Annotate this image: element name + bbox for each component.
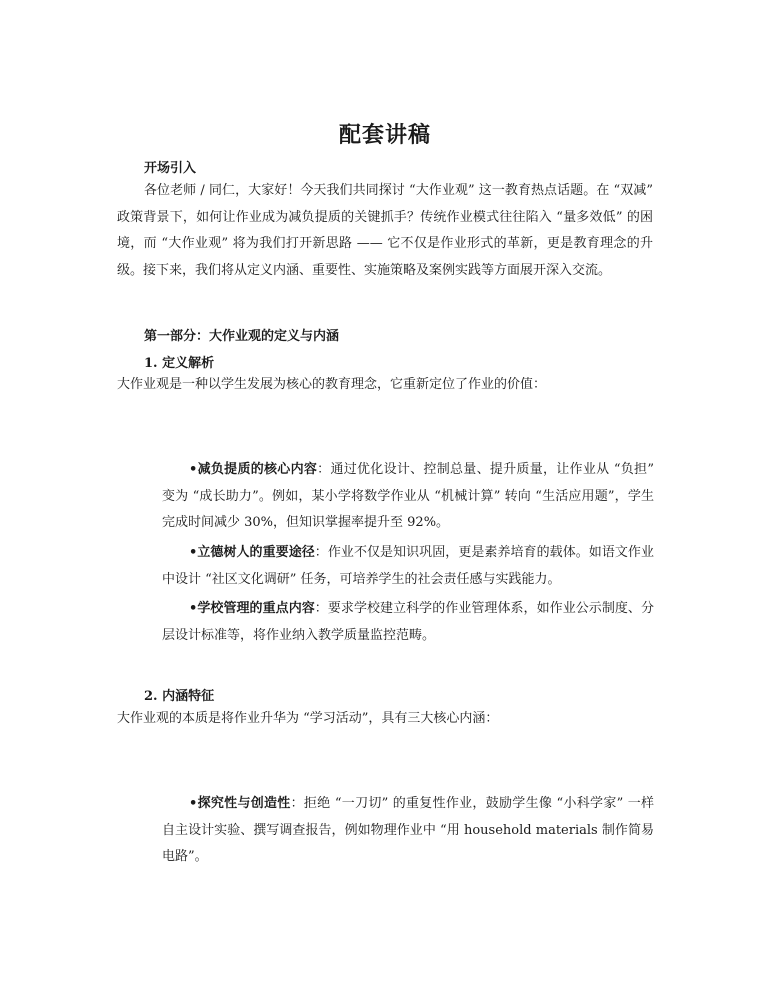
sec1-text: 大作业观是一种以学生发展为核心的教育理念，它重新定位了作业的价值： (117, 377, 547, 392)
intro-paragraph: 各位老师 / 同仁，大家好！今天我们共同探讨 “大作业观” 这一教育热点话题。在 “双减” 政策背景下，如何让作业成为减负提质的关键抓手？传统作业模式往往陷入 “量多效低” 的困境，而 “大作业观” 将为我们打开新思路 —— 它不仅是作业形式的革新，更是教育理念的升级。接下来，我们将从定义内涵、重要性、实施策略及案例实践等方面展开深入交流。 (117, 183, 653, 278)
bullet-text: ：要求学校建立科学的作业管理体系，如作业公示制度、分层设计标准等，将作业纳入教学质量监控范畴。 (162, 601, 654, 643)
bullet-dot-icon: • (189, 545, 198, 560)
bullet-label: 探究性与创造性 (197, 796, 291, 811)
bullet-text: ：作业不仅是知识巩固，更是素养培育的载体。如语文作业中设计 “社区文化调研” 任务，可培养学生的社会责任感与实践能力。 (162, 545, 654, 587)
sec1-heading: 1. 定义解析 (144, 356, 215, 371)
sec2-heading: 2. 内涵特征 (144, 689, 215, 704)
part1-heading: 第一部分：大作业观的定义与内涵 (144, 329, 340, 344)
bullet-dot-icon: • (189, 796, 198, 811)
bullet-label: 学校管理的重点内容 (197, 601, 315, 616)
bullet-item (162, 596, 654, 649)
sec2-text: 大作业观的本质是将作业升华为 “学习活动”，具有三大核心内涵： (117, 711, 499, 726)
bullet-dot-icon: • (189, 601, 198, 616)
bullet-item (162, 540, 654, 593)
bullet-label: 减负提质的核心内容 (197, 462, 318, 477)
bullet-text: ：拒绝 “一刀切” 的重复性作业，鼓励学生像 “小科学家” 一样自主设计实验、撰写调查报告，例如物理作业中 “用 household materials 制作简易电路”。 (162, 796, 654, 864)
bullet-item (162, 457, 654, 537)
intro-heading: 开场引入 (144, 161, 197, 176)
bullet-label: 立德树人的重要途径 (197, 545, 315, 560)
bullet-text: ：通过优化设计、控制总量、提升质量，让作业从 “负担” 变为 “成长助力”。例如，某小学将数学作业从 “机械计算” 转向 “生活应用题”，学生完成时间减少 30%，但知识掌握率提升至 92%。 (162, 462, 654, 530)
bullet-item (162, 791, 654, 871)
page-title: 配套讲稿 (338, 122, 431, 148)
bullet-dot-icon: • (189, 462, 198, 477)
